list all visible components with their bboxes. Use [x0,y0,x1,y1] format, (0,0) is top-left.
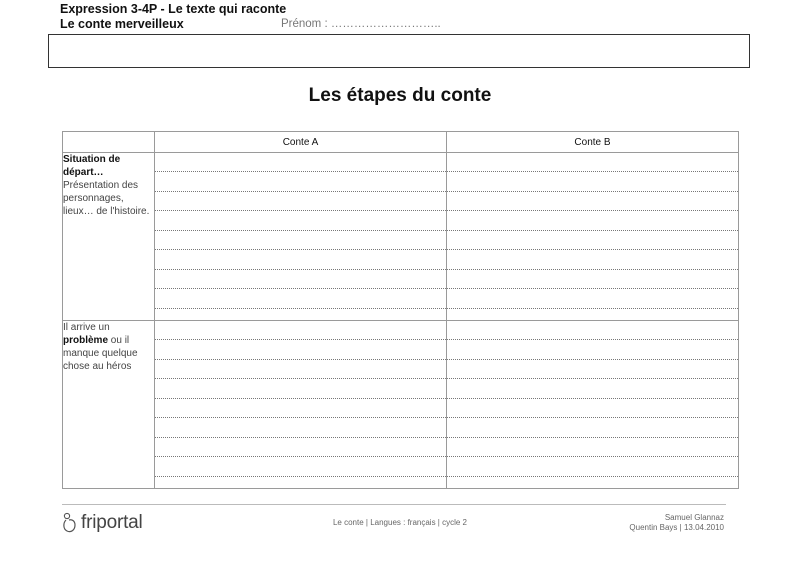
header-topic: Le conte merveilleux [60,17,184,31]
writing-area-conte-b-1[interactable] [447,153,739,321]
footer-divider [62,504,726,505]
steps-table [62,131,739,489]
header-subject: Expression 3-4P - Le texte qui raconte [60,2,287,16]
column-header-conte-a: Conte A [155,132,447,153]
column-header-conte-b: Conte B [447,132,739,153]
row-label-bold: problème [63,335,109,346]
author-line-2: Quentin Bays | 13.04.2010 [629,523,724,532]
footer-authors [629,513,724,533]
table-header-row [63,132,739,153]
author-line-1: Samuel Glannaz [664,513,724,522]
table-row [63,153,739,321]
writing-area-conte-a-1[interactable] [155,153,447,321]
header-box [48,34,750,68]
logo-text: friportal [81,512,143,533]
writing-area-conte-b-2[interactable] [447,321,739,489]
prenom-field[interactable]: Prénom : ……………………….. [281,18,441,30]
row-label-situation [63,153,155,321]
row-label-pre: Il arrive un [63,322,110,333]
page-title: Les étapes du conte [308,85,492,106]
row-label-probleme [63,321,155,489]
corner-cell [63,132,155,153]
footer-info: Le conte | Langues : français | cycle 2 [332,518,467,527]
row-label-text: Présentation des personnages, lieux… de l'histoire. [63,180,150,217]
row-label-text: ou il manque quelque chose au héros [63,335,138,372]
table-row [63,321,739,489]
row-label-bold: Situation de départ… [63,154,121,178]
writing-area-conte-a-2[interactable] [155,321,447,489]
